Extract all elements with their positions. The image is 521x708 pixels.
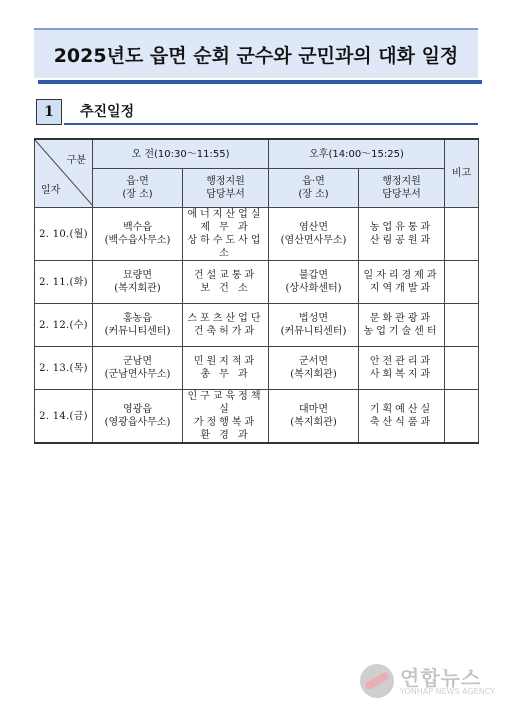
- am-venue: (영광읍사무소): [104, 417, 171, 428]
- corner-label-date: 일자: [41, 185, 61, 196]
- pm-dept-line: 축산식품과: [369, 417, 434, 428]
- pm-dept-cell: [359, 208, 445, 261]
- remarks-cell: [445, 304, 479, 347]
- watermark-tagline: YONHAP NEWS AGENCY: [400, 687, 496, 696]
- schedule-table: [34, 138, 479, 444]
- remarks-cell: [445, 208, 479, 261]
- pm-place: 군서면: [299, 356, 328, 367]
- am-dept-line: 환 경 과: [200, 430, 251, 441]
- pm-dept-header-line2: 담당부서: [382, 189, 421, 200]
- row-date: 2. 14.(금): [35, 390, 93, 444]
- title-box: [34, 28, 478, 78]
- pm-place-cell: [269, 390, 359, 444]
- am-dept-line: 상하수도사업소: [187, 235, 264, 259]
- am-dept-cell: [183, 390, 269, 444]
- row-date: 2. 13.(목): [35, 347, 93, 390]
- pm-place-cell: [269, 304, 359, 347]
- yonhap-logo-icon: [360, 664, 394, 698]
- am-dept-line: 민원지적과: [193, 356, 258, 367]
- am-dept-cell: [183, 261, 269, 304]
- remarks-cell: [445, 261, 479, 304]
- am-dept-cell: [183, 208, 269, 261]
- am-dept-line: 보 건 소: [200, 283, 251, 294]
- pm-place: 법성면: [299, 313, 328, 324]
- am-venue: (백수읍사무소): [104, 235, 171, 246]
- pm-venue: (상사화센터): [285, 283, 342, 294]
- am-dept-header-line1: 행정지원: [206, 176, 245, 187]
- am-dept-line: 에너지산업실: [187, 209, 264, 220]
- pm-place-cell: [269, 261, 359, 304]
- pm-dept-line: 안전관리과: [369, 356, 434, 367]
- pm-place-cell: [269, 347, 359, 390]
- am-dept-line: 인구교육정책실: [187, 391, 264, 415]
- am-dept-line: 건설교통과: [193, 270, 258, 281]
- pm-dept-line: 문화관광과: [369, 313, 434, 324]
- pm-venue: (복지회관): [290, 417, 337, 428]
- remarks-cell: [445, 390, 479, 444]
- table-row: [35, 390, 479, 444]
- pm-place-header: [269, 169, 359, 208]
- pm-dept-line: 지역개발과: [369, 283, 434, 294]
- corner-label-category: 구분: [66, 155, 86, 166]
- am-place: 묘량면: [123, 270, 152, 281]
- pm-dept-line: 산림공원과: [369, 235, 434, 246]
- table-row: [35, 208, 479, 261]
- table-row: [35, 261, 479, 304]
- pm-venue: (커뮤니티센터): [280, 326, 347, 337]
- pm-place-header-line1: 읍·면: [302, 176, 325, 187]
- am-place: 백수읍: [123, 222, 152, 233]
- am-place-cell: [93, 304, 183, 347]
- pm-dept-line: 기획예산실: [369, 404, 434, 415]
- am-place: 홍농읍: [123, 313, 152, 324]
- table-row: [35, 347, 479, 390]
- section-underline: [64, 123, 478, 125]
- pm-venue: (염산면사무소): [280, 235, 347, 246]
- remarks-header: 비고: [445, 139, 479, 208]
- header-corner: [35, 139, 93, 208]
- morning-header: 오 전(10:30～11:55): [93, 139, 269, 169]
- am-dept-line: 제 무 과: [200, 222, 251, 233]
- am-dept-line: 스포츠산업단: [187, 313, 264, 324]
- am-dept-line: 가정행복과: [193, 417, 258, 428]
- am-place-cell: [93, 208, 183, 261]
- am-place-header-line1: 읍·면: [126, 176, 149, 187]
- row-date: 2. 12.(수): [35, 304, 93, 347]
- row-date: 2. 10.(월): [35, 208, 93, 261]
- am-place: 영광읍: [123, 404, 152, 415]
- pm-dept-header-line1: 행정지원: [382, 176, 421, 187]
- pm-place: 불갑면: [299, 270, 328, 281]
- pm-dept-line: 일자리경제과: [363, 270, 440, 281]
- watermark-name: 연합뉴스: [400, 666, 482, 690]
- pm-dept-cell: [359, 347, 445, 390]
- page-title: 2025년도 읍면 순회 군수와 군민과의 대화 일정: [53, 45, 459, 67]
- am-place-cell: [93, 261, 183, 304]
- am-place-header-line2: (장 소): [122, 189, 153, 200]
- am-place: 군남면: [123, 356, 152, 367]
- pm-dept-cell: [359, 304, 445, 347]
- am-dept-line: 건축허가과: [193, 326, 258, 337]
- am-dept-cell: [183, 304, 269, 347]
- pm-place-header-line2: (장 소): [298, 189, 329, 200]
- pm-dept-cell: [359, 390, 445, 444]
- pm-place-cell: [269, 208, 359, 261]
- am-dept-cell: [183, 347, 269, 390]
- am-venue: (커뮤니티센터): [104, 326, 171, 337]
- section-title: 추진일정: [80, 104, 135, 120]
- table-row: [35, 304, 479, 347]
- title-shadow: [38, 80, 482, 84]
- am-place-cell: [93, 347, 183, 390]
- afternoon-header: 오후(14:00～15:25): [269, 139, 445, 169]
- yonhap-watermark-logo: [360, 662, 510, 702]
- am-place-cell: [93, 390, 183, 444]
- pm-place: 대마면: [299, 404, 328, 415]
- row-date: 2. 11.(화): [35, 261, 93, 304]
- section-number: 1: [36, 99, 62, 125]
- pm-dept-header: [359, 169, 445, 208]
- am-dept-line: 총 무 과: [200, 369, 251, 380]
- pm-dept-line: 농업유통과: [369, 222, 434, 233]
- pm-dept-line: 사회복지과: [369, 369, 434, 380]
- pm-dept-cell: [359, 261, 445, 304]
- remarks-cell: [445, 347, 479, 390]
- am-venue: (복지회관): [114, 283, 161, 294]
- am-venue: (군남면사무소): [104, 369, 171, 380]
- am-place-header: [93, 169, 183, 208]
- am-dept-header-line2: 담당부서: [206, 189, 245, 200]
- am-dept-header: [183, 169, 269, 208]
- pm-venue: (복지회관): [290, 369, 337, 380]
- pm-dept-line: 농업기술센터: [363, 326, 440, 337]
- pm-place: 염산면: [299, 222, 328, 233]
